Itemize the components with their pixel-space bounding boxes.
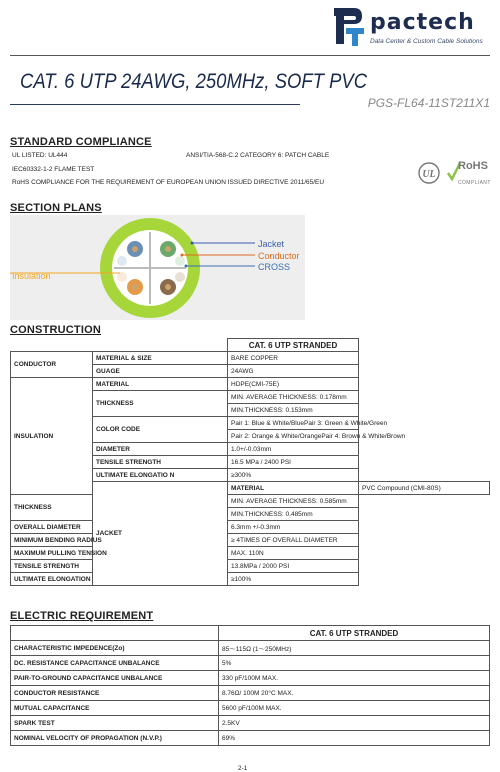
insulation-label: Insulation [12, 271, 51, 281]
row-label: DIAMETER [93, 443, 228, 456]
row-label: OVERALL DIAMETER [11, 521, 93, 534]
table-row [11, 547, 490, 560]
row-value: 16.5 MPa / 2400 PSI [228, 456, 359, 469]
cable-cross-section-image [10, 215, 305, 320]
pair-3-text: Pair 3: Green & White/Green [303, 419, 388, 427]
ul-logo-text: UL [422, 169, 436, 180]
row-value: 13.8MPa / 2000 PSI [228, 560, 359, 573]
standard-compliance-heading: STANDARD COMPLIANCE [10, 136, 152, 148]
row-value: 330 pF/100M MAX. [219, 671, 490, 686]
table-row [11, 378, 490, 391]
row-label: MATERIAL [228, 482, 359, 495]
row-value: ≥ 4TIMES OF OVERALL DIAMETER [228, 534, 359, 547]
table-row [11, 534, 490, 547]
table-row [11, 731, 490, 746]
row-label: MATERIAL & SIZE [93, 352, 228, 365]
construction-heading: CONSTRUCTION [10, 324, 102, 336]
section-plans-heading: SECTION PLANS [10, 202, 102, 214]
row-value: 2.5KV [219, 716, 490, 731]
row-value: 69% [219, 731, 490, 746]
row-value: HDPE(CMI-75E) [228, 378, 359, 391]
row-value: ≥300% [228, 469, 359, 482]
row-label: PAIR-TO-GROUND CAPACITANCE UNBALANCE [11, 671, 219, 686]
row-label: MATERIAL [93, 378, 228, 391]
row-label: COLOR CODE [93, 417, 228, 443]
row-value: MIN. AVERAGE THICKNESS: 0.585mm [228, 495, 359, 508]
row-label: GUAGE [93, 365, 228, 378]
row-value: 6.3mm +/-0.3mm [228, 521, 359, 534]
rohs-logo-subtext: COMPLIANT [458, 180, 491, 186]
row-label: MAXIMUM PULLING TENSION [11, 547, 93, 560]
rohs-logo-text: RoHS [458, 160, 488, 172]
row-label: MINIMUM BENDING RADIUS [11, 534, 93, 547]
row-value [228, 430, 406, 443]
cross-label: CROSS [258, 262, 291, 272]
row-value: 8.76Ω/ 100M 20°C MAX. [219, 686, 490, 701]
table-row [11, 495, 490, 508]
row-label: NOMINAL VELOCITY OF PROPAGATION (N.V.P.) [11, 731, 219, 746]
table-row [11, 656, 490, 671]
title-underline [10, 104, 300, 105]
row-value: 5% [219, 656, 490, 671]
insulation-group-label: INSULATION [11, 378, 93, 495]
ul-certification-icon [418, 162, 440, 184]
table-row [11, 626, 490, 641]
row-label: TENSILE STRENGTH [11, 560, 93, 573]
row-value: ≥100% [228, 573, 359, 586]
conductor-label: Conductor [258, 251, 300, 261]
header-divider [10, 55, 490, 56]
table-row [11, 686, 490, 701]
table-row [11, 701, 490, 716]
row-value: MIN. AVERAGE THICKNESS: 0.178mm [228, 391, 359, 404]
table-row [11, 560, 490, 573]
page-title: CAT. 6 UTP 24AWG, 250MHz, SOFT PVC [20, 70, 368, 93]
electric-column-header: CAT. 6 UTP STRANDED [219, 626, 490, 641]
conductor-group-label: CONDUCTOR [11, 352, 93, 378]
brand-logo [330, 4, 500, 46]
brand-tagline: Data Center & Custom Cable Solutions [370, 38, 483, 45]
row-label: SPARK TEST [11, 716, 219, 731]
row-value: MAX. 110N [228, 547, 359, 560]
row-label: ULTIMATE ELONGATIO N [93, 469, 228, 482]
jacket-label: Jacket [258, 239, 285, 249]
row-value: 85～115Ω (1～250MHz) [219, 641, 490, 656]
row-label: MUTUAL CAPACITANCE [11, 701, 219, 716]
electric-table [10, 625, 490, 746]
row-label: DC. RESISTANCE CAPACITANCE UNBALANCE [11, 656, 219, 671]
construction-column-header: CAT. 6 UTP STRANDED [228, 339, 359, 352]
row-label: CHARACTERISTIC IMPEDENCE(Zo) [11, 641, 219, 656]
electric-requirement-heading: ELECTRIC REQUIREMENT [10, 610, 154, 622]
row-value: MIN.THICKNESS: 0.485mm [228, 508, 359, 521]
iec-flame-test: IEC60332-1-2 FLAME TEST [12, 166, 95, 173]
ansi-standard: ANSI/TIA-568-C.2 CATEGORY 6: PATCH CABLE [186, 152, 330, 159]
construction-table [10, 338, 490, 586]
table-row [11, 671, 490, 686]
row-label: CONDUCTOR RESISTANCE [11, 686, 219, 701]
table-row [11, 339, 490, 352]
row-label: THICKNESS [93, 391, 228, 417]
table-row [11, 352, 490, 365]
pair-1-text: Pair 1: Blue & White/Blue [231, 419, 304, 427]
row-value: BARE COPPER [228, 352, 359, 365]
row-label: THICKNESS [11, 495, 93, 521]
row-value: PVC Compound (CMI-80S) [359, 482, 490, 495]
table-row [11, 573, 490, 586]
brand-name: pactech [370, 10, 475, 35]
table-row [11, 641, 490, 656]
pair-2-text: Pair 2: Orange & White/Orange [231, 432, 322, 440]
pair-4-text: Pair 4: Brown & White/Brown [321, 432, 406, 440]
row-value: 24AWG [228, 365, 359, 378]
row-value: 5600 pF/100M MAX. [219, 701, 490, 716]
rohs-compliance: RoHS COMPLIANCE FOR THE REQUIREMENT OF EUROPEAN UNION ISSUED DIRECTIVE 2011/65/EU [12, 179, 325, 186]
row-value [228, 417, 388, 430]
table-row [11, 716, 490, 731]
ul-listing: UL LISTED: UL444 [12, 152, 68, 159]
page-number: 2-1 [238, 765, 248, 772]
table-row [11, 521, 490, 534]
row-value: 1.0+/-0.03mm [228, 443, 359, 456]
row-label: TENSILE STRENGTH [93, 456, 228, 469]
row-label: ULTIMATE ELONGATION [11, 573, 93, 586]
row-value: MIN.THICKNESS: 0.153mm [228, 404, 359, 417]
pactech-logo-icon [330, 4, 366, 48]
part-number: PGS-FL64-11ST211X1 [367, 96, 490, 110]
jacket-group-label: JACKET [93, 482, 228, 586]
